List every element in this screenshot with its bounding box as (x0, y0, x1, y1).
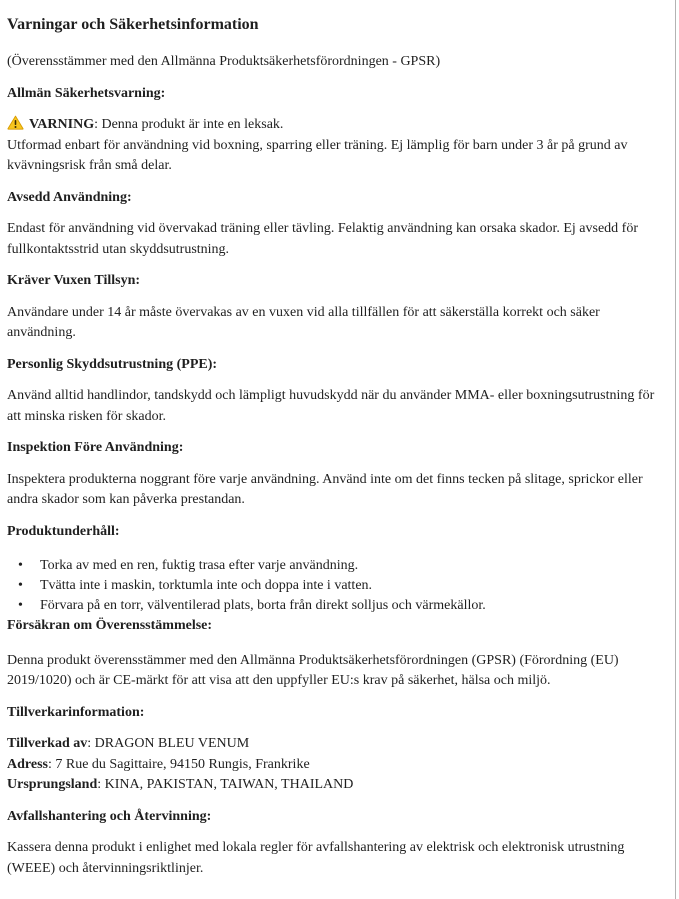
origin-value: : KINA, PAKISTAN, TAIWAN, THAILAND (97, 777, 354, 792)
section-heading-intended-use: Avsedd Användning: (7, 189, 132, 205)
list-item: • Tvätta inte i maskin, torktumla inte och doppa inte i vatten. (7, 576, 659, 596)
made-by-label: Tillverkad av (7, 736, 88, 751)
section-heading-adult-supervision: Kräver Vuxen Tillsyn: (7, 273, 141, 288)
general-warning-paragraph (7, 115, 659, 177)
page-title: Varningar och Säkerhetsinformation (7, 16, 259, 33)
section-heading-maintenance: Produktunderhåll: (7, 523, 120, 539)
warning-triangle-icon (7, 115, 24, 130)
section-heading-conformity: Försäkran om Överensstämmelse: (7, 618, 213, 633)
section-heading-manufacturer: Tillverkarinformation: (7, 704, 145, 720)
section-heading-disposal: Avfallshantering och Återvinning: (7, 808, 212, 824)
general-warning-body: Utformad enbart för användning vid boxning, sparring eller träning. Ej lämplig för barn under 3 år på grund av kvävningsrisk från små delar. (7, 137, 628, 173)
disposal-paragraph: Kassera denna produkt i enlighet med lokala regler för avfallshantering av elektrisk och elektronisk utrustning (WEEE) och återvinningsriktlinjer. (7, 840, 625, 876)
section-heading-inspection: Inspektion Före Användning: (7, 440, 184, 455)
manufacturer-info (7, 734, 659, 796)
inspection-paragraph: Inspektera produkterna noggrant före varje användning. Använd inte om det finns tecken på slitage, sprickor eller andra skador som kan påverka prestandan. (7, 471, 643, 507)
section-heading-general-warning: Allmän Säkerhetsvarning: (7, 85, 166, 101)
intended-use-paragraph: Endast för användning vid övervakad träning eller tävling. Felaktig användning kan orsaka skador. Ej avsedd för fullkontaktsstrid utan skyddsutrustning. (7, 221, 638, 257)
ppe-paragraph: Använd alltid handlindor, tandskydd och lämpligt huvudskydd när du använder MMA- eller boxningsutrustning för att minska risken för skador. (7, 388, 655, 424)
warning-label: VARNING (29, 117, 95, 132)
origin-label: Ursprungsland (7, 777, 98, 792)
adult-supervision-paragraph: Användare under 14 år måste övervakas av en vuxen vid alla tillfällen för att säkerställa korrekt och säker användning. (7, 304, 600, 340)
address-value: : 7 Rue du Sagittaire, 94150 Rungis, Frankrike (47, 756, 310, 772)
list-item: • Torka av med en ren, fuktig trasa efter varje användning. (7, 556, 659, 576)
maintenance-bullet-list (7, 556, 659, 616)
made-by-value: : DRAGON BLEU VENUM (87, 736, 250, 751)
section-heading-ppe: Personlig Skyddsutrustning (PPE): (7, 356, 218, 372)
conformity-paragraph: Denna produkt överensstämmer med den Allmänna Produktsäkerhetsförordningen (GPSR) (Förordning (EU) 2019/1020) och är CE-märkt för att visa att den uppfyller EU:s krav på säkerhet, hälsa och miljö. (7, 652, 619, 688)
gpsr-subtitle: (Överensstämmer med den Allmänna Produktsäkerhetsförordningen - GPSR) (7, 54, 441, 69)
address-label: Adress (7, 756, 48, 772)
warning-label-text: : Denna produkt är inte en leksak. (94, 117, 284, 132)
list-item: • Förvara på en torr, välventilerad plats, borta från direkt solljus och värmekällor. (7, 596, 659, 616)
